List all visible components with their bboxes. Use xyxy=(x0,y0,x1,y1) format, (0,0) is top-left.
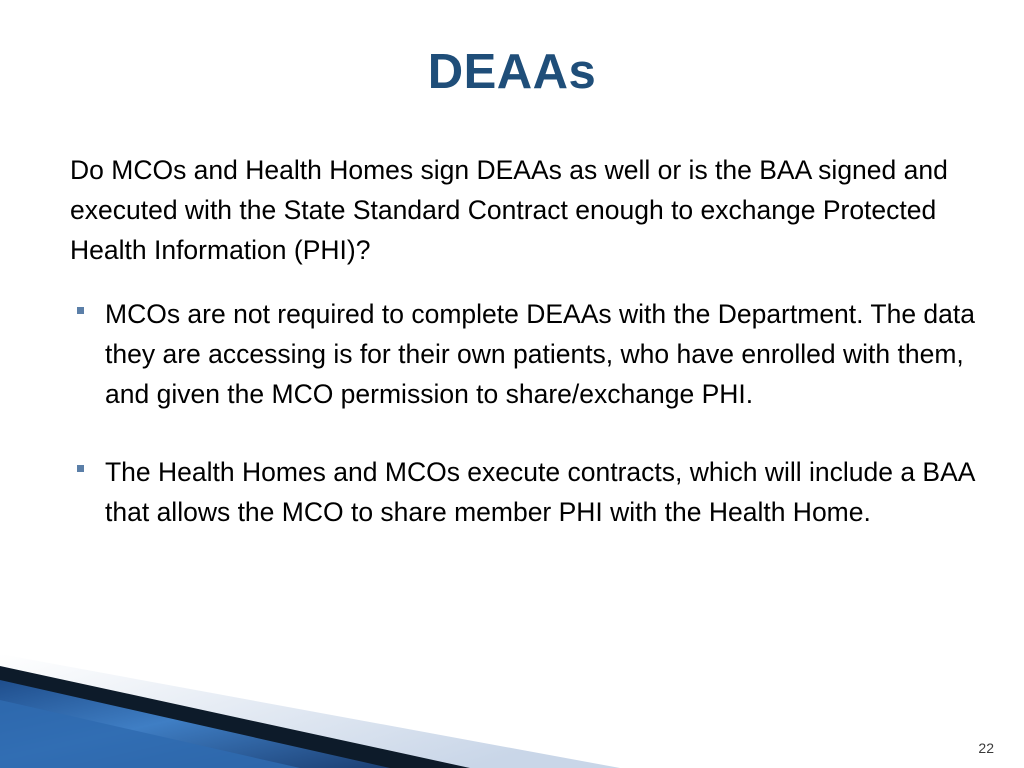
slide-body xyxy=(70,150,976,532)
square-bullet-icon xyxy=(77,465,84,472)
list-item xyxy=(70,294,985,414)
corner-decoration xyxy=(0,638,620,768)
list-item-text: The Health Homes and MCOs execute contracts, which will include a BAA that allows the MCO to share member PHI with the Health Home. xyxy=(105,457,975,527)
corner-decoration-icon xyxy=(0,638,620,768)
square-bullet-icon xyxy=(77,307,84,314)
intro-paragraph: Do MCOs and Health Homes sign DEAAs as well or is the BAA signed and executed with the State Standard Contract enough to exchange Protected Health Information (PHI)? xyxy=(70,155,948,265)
page-number: 22 xyxy=(978,740,994,756)
page-title: DEAAs xyxy=(427,45,597,99)
bullet-list xyxy=(70,294,976,532)
list-item xyxy=(70,452,985,532)
list-item-text: MCOs are not required to complete DEAAs with the Department. The data they are accessing is for their own patients, who have enrolled with them, and given the MCO permission to share/exchange PHI. xyxy=(105,299,976,409)
